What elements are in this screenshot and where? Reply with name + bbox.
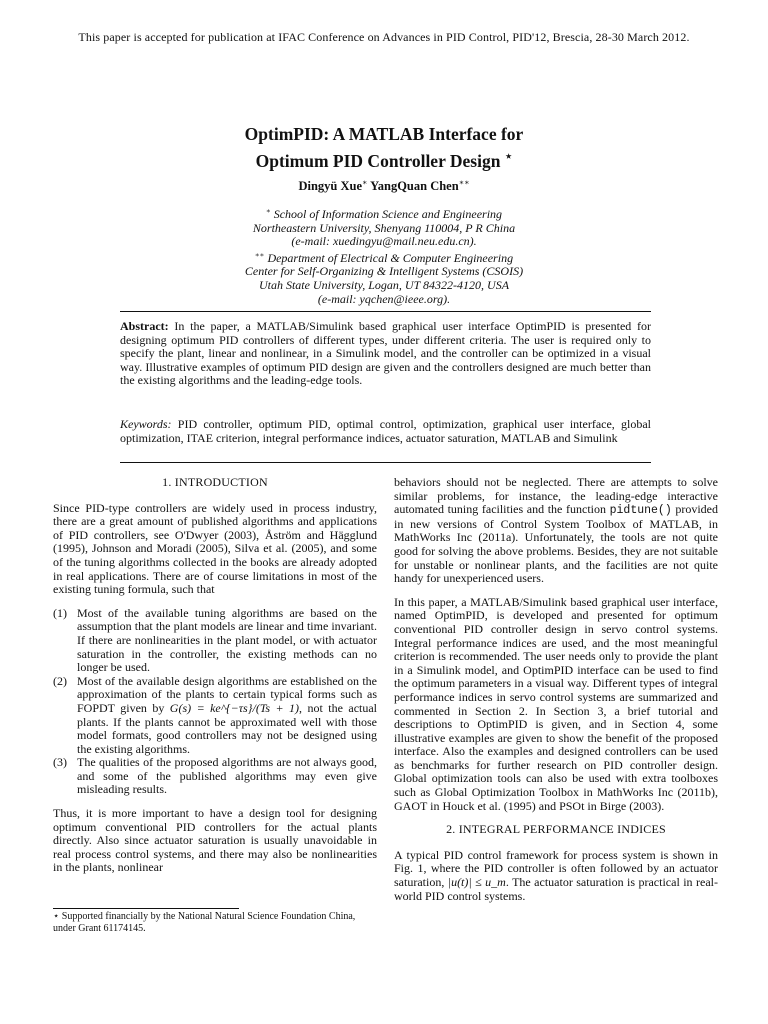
right-column [394,476,718,913]
abstract-text: In the paper, a MATLAB/Simulink based graphical user interface OptimPID is presented for designing optimum PID controllers of different types, under different criteria. The user is required only to specify the plant, linear and nonlinear, in a Simulink model, and the controller can be optimized in a visual way. Illustrative examples of optimum PID design are given and the controllers designed are much better than the existing algorithms and the leading-edge tools. [120,319,652,388]
list-item: (1) Most of the available tuning algorithms are based on the assumption that the plant models are linear and time invariant. If there are nonlinearities in the plant model, or with actuator saturation in the controller, the existing methods can no longer be used. [53,605,377,675]
footnote-mark: ⋆ [53,911,60,922]
author-1: Dingyü Xue [298,179,362,194]
section-heading-integral-indices: 2. INTEGRAL PERFORMANCE INDICES [446,822,666,837]
author-1-mark: ∗ [362,178,368,187]
section2-paragraph-1: A typical PID control framework for process system is shown in Fig. 1, where the PID controller is often followed by an actuator saturation, |u(t)| ≤ u_m. The actuator saturation is practical in real-world PID control systems. [394,847,718,903]
abstract [120,320,651,388]
limitations-list [53,607,377,797]
abstract-top-rule [120,311,651,312]
left-column [53,476,377,885]
abstract-label: Abstract: [120,319,169,333]
affiliation-line: ∗ School of Information Science and Engineering [265,207,503,221]
footnote [53,911,377,935]
affiliations [0,205,768,306]
author-2: YangQuan Chen [370,179,459,194]
affiliation-line: Northeastern University, Shenyang 110004, P R China [252,220,516,235]
list-item: (3) The qualities of the proposed algorithms are not always good, and some of the published algorithms may even give misleading results. [53,755,377,797]
affiliation-line: ∗∗ Department of Electrical & Computer Engineering [254,250,514,265]
saturation-formula: |u(t)| ≤ u_m [447,875,506,890]
keywords-label: Keywords: [120,417,172,431]
keywords [120,418,651,445]
list-item: (2) Most of the available design algorithms are established on the approximation of the plants to certain typical forms such as FOPDT given by G(s) = ke^{−τs}/(Ts + 1), not the actual plants. If the plants cannot be approximated well with those model formats, good controllers may not be designed using the existing algorithms. [53,673,378,756]
intro-paragraph-1: Since PID-type controllers are widely used in process industry, there are a great amount of published algorithms and applications of PID controllers, see O'Dwyer (2003), Åström and Hägglund (1995), Johnson and Moradi (2005), Silva et al. (2005), and some of the tuning algorithms collected in the books are already adopted in real applications. There are of course limitations in most of the existing tuning formula, such that [53,500,377,597]
author-2-mark: ∗∗ [458,178,470,187]
title-footnote-mark: ⋆ [504,149,513,163]
affiliation-line: Utah State University, Logan, UT 84322-4120, USA [258,277,510,292]
affiliation-line: (e-mail: xuedingyu@mail.neu.edu.cn). [291,234,477,249]
affiliation-line: Center for Self-Organizing & Intelligent Systems (CSOIS) [244,264,524,279]
title-line-1: OptimPID: A MATLAB Interface for [244,124,524,144]
fopdt-formula: G(s) = ke^{−τs}/(Ts + 1) [169,700,300,715]
keywords-text: PID controller, optimum PID, optimal control, optimization, graphical user interface, global optimization, ITAE criterion, integral performance indices, actuator saturation, MATLAB and Simulink [120,417,652,445]
keywords-bottom-rule [120,462,651,463]
section-heading-introduction: 1. INTRODUCTION [162,475,268,489]
conference-banner: This paper is accepted for publication at IFAC Conference on Advances in PID Control, PID'12, Brescia, 28-30 March 2012. [78,30,690,44]
footnote-text: Supported financially by the National Natural Science Foundation China, under Grant 61174145. [53,911,356,934]
title-line-2: Optimum PID Controller Design [255,150,501,171]
intro-paragraph-2: Thus, it is more important to have a design tool for designing optimum conventional PID controllers for the actual plants directly. Also since actuator saturation is usually unavoidable in real process control systems, and there may also be nonlinearities in the plants, nonlinear [53,806,377,875]
intro-paragraph-3: behaviors should not be neglected. There are attempts to solve similar problems, for instance, the leading-edge interactive automated tuning facilities and the function pidtune() provided in new versions of Control System Toolbox of MATLAB, in MathWorks Inc (2011a). Unfortunately, the tools are not quite good for solving the above problems. Besides, they are not suitable for unstable or nonlinear plants, and the facilities are not quite handy for unexperienced users. [394,475,718,586]
affiliation-line: (e-mail: yqchen@ieee.org). [317,291,451,306]
footnote-rule [53,908,239,909]
intro-paragraph-4: In this paper, a MATLAB/Simulink based graphical user interface, named OptimPID, is developed and presented for optimum conventional PID controller design in servo control systems. Integral performance indices are used, and the most meaningful criterion is recommended. The user needs only to provide the plant in a Simulink model, and OptimPID interface can be used to find the optimum parameters in a visual way. Different types of integral performance indices in servo control systems are summarized and commented in Section 2. In Section 3, a brief tutorial and descriptions to OptimPID is given, and in Section 4, some illustrative examples are given to show the benefit of the proposed interface. Also the examples and designed controllers can be used as benchmarks for further research on PID controller design. Global optimization tools can also be used with extra toolboxes such as Global Optimization Toolbox in MathWorks Inc (2011b), GAOT in Houck et al. (1995) and PSOt in Birge (2003). [394,594,718,813]
paper-title [0,123,768,172]
author-list [0,178,768,194]
pidtune-code: pidtune() [609,504,672,518]
